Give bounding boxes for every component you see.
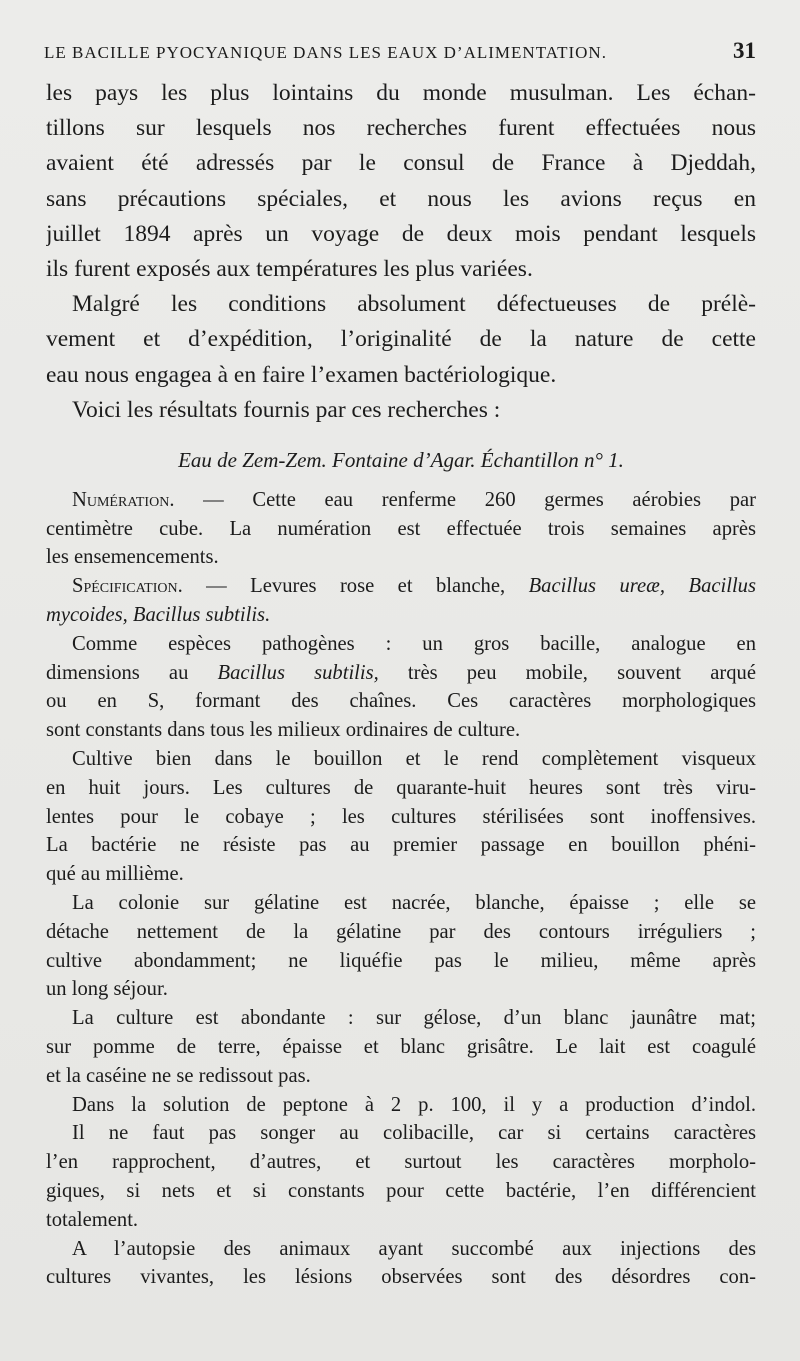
text-line: Malgré les conditions absolument défectueuses de prélè-: [72, 291, 756, 318]
text-segment: très peu mobile, souvent arqué: [378, 661, 756, 684]
text-line: La bactérie ne résiste pas au premier passage en bouillon phéni-: [46, 834, 756, 857]
text-line: ils furent exposés aux températures les plus variées.: [46, 255, 533, 282]
text-line: eau nous engagea à en faire l’examen bactériologique.: [46, 361, 557, 388]
text-line: sur pomme de terre, épaisse et blanc grisâtre. Le lait est coagulé: [46, 1036, 756, 1059]
text-line: avaient été adressés par le consul de France à Djeddah,: [46, 150, 756, 177]
sample-caption: Eau de Zem-Zem. Fontaine d’Agar. Échantillon n° 1.: [178, 447, 624, 472]
text-line: vement et d’expédition, l’originalité de la nature de cette: [46, 326, 756, 353]
species-name: Bacillus subtilis,: [217, 661, 379, 684]
text-line: A l’autopsie des animaux ayant succombé aux injections des: [72, 1237, 756, 1260]
text-segment: dimensions au: [46, 661, 218, 684]
text-line: les pays les plus lointains du monde musulman. Les échan-: [46, 80, 756, 106]
text-line: et la caséine ne se redissout pas.: [46, 1064, 311, 1087]
text-line: La colonie sur gélatine est nacrée, blanche, épaisse ; elle se: [72, 892, 756, 915]
text-line: Il ne faut pas songer au colibacille, car si certains caractères: [72, 1122, 756, 1145]
text-line: juillet 1894 après un voyage de deux mois pendant lesquels: [46, 220, 756, 247]
text-line: Dans la solution de peptone à 2 p. 100, il y a production d’indol.: [72, 1093, 756, 1116]
body-text: [46, 76, 756, 1292]
text-line: giques, si nets et si constants pour cette bactérie, l’en différencient: [46, 1180, 756, 1202]
text-line: La culture est abondante : sur gélose, d’un blanc jaunâtre mat;: [72, 1007, 756, 1030]
text-segment: — Levures rose et blanche,: [182, 575, 529, 598]
text-line: un long séjour.: [46, 978, 168, 1001]
text-line: cultive abondamment; ne liquéfie pas le milieu, même après: [46, 949, 756, 972]
text-line: centimètre cube. La numération est effectuée trois semaines après: [46, 517, 756, 540]
text-line: sans précautions spéciales, et nous les avions reçus en: [46, 185, 756, 212]
text-line: [46, 486, 756, 515]
text-line: détache nettement de la gélatine par des contours irréguliers ;: [46, 920, 756, 943]
text-line: l’en rapprochent, d’autres, et surtout les caractères morpholo-: [46, 1151, 756, 1174]
text-line: [46, 659, 756, 688]
text-line: cultures vivantes, les lésions observées sont des désordres con-: [46, 1266, 756, 1289]
species-name: Bacillus ureæ, Bacillus: [528, 575, 756, 598]
text-segment: — Cette eau renferme 260 germes aérobies par: [174, 488, 756, 511]
text-line: ou en S, formant des chaînes. Ces caractères morphologiques: [46, 690, 756, 713]
page-number: 31: [733, 38, 756, 63]
text-line: lentes pour le cobaye ; les cultures stérilisées sont inoffensives.: [46, 805, 756, 828]
text-line: totalement.: [46, 1208, 139, 1231]
running-title: LE BACILLE PYOCYANIQUE DANS LES EAUX D’ALIMENTATION.: [44, 43, 607, 62]
section-label: Numération.: [72, 488, 175, 511]
text-line: Comme espèces pathogènes : un gros bacille, analogue en: [72, 632, 756, 655]
text-line: tillons sur lesquels nos recherches furent effectuées nous: [46, 115, 756, 142]
text-line: qué au millième.: [46, 863, 184, 886]
text-line: [46, 572, 756, 601]
text-line: [46, 601, 756, 630]
text-line: Voici les résultats fournis par ces recherches :: [72, 396, 501, 423]
text-line: en huit jours. Les cultures de quarante-huit heures sont très viru-: [46, 776, 756, 799]
text-line: les ensemencements.: [46, 546, 219, 569]
page-header: [44, 38, 756, 66]
text-line: Cultive bien dans le bouillon et le rend complètement visqueux: [72, 748, 756, 771]
section-label: Spécification.: [72, 575, 183, 598]
species-name: mycoides, Bacillus subtilis.: [46, 604, 271, 627]
text-line: sont constants dans tous les milieux ordinaires de culture.: [46, 719, 521, 742]
